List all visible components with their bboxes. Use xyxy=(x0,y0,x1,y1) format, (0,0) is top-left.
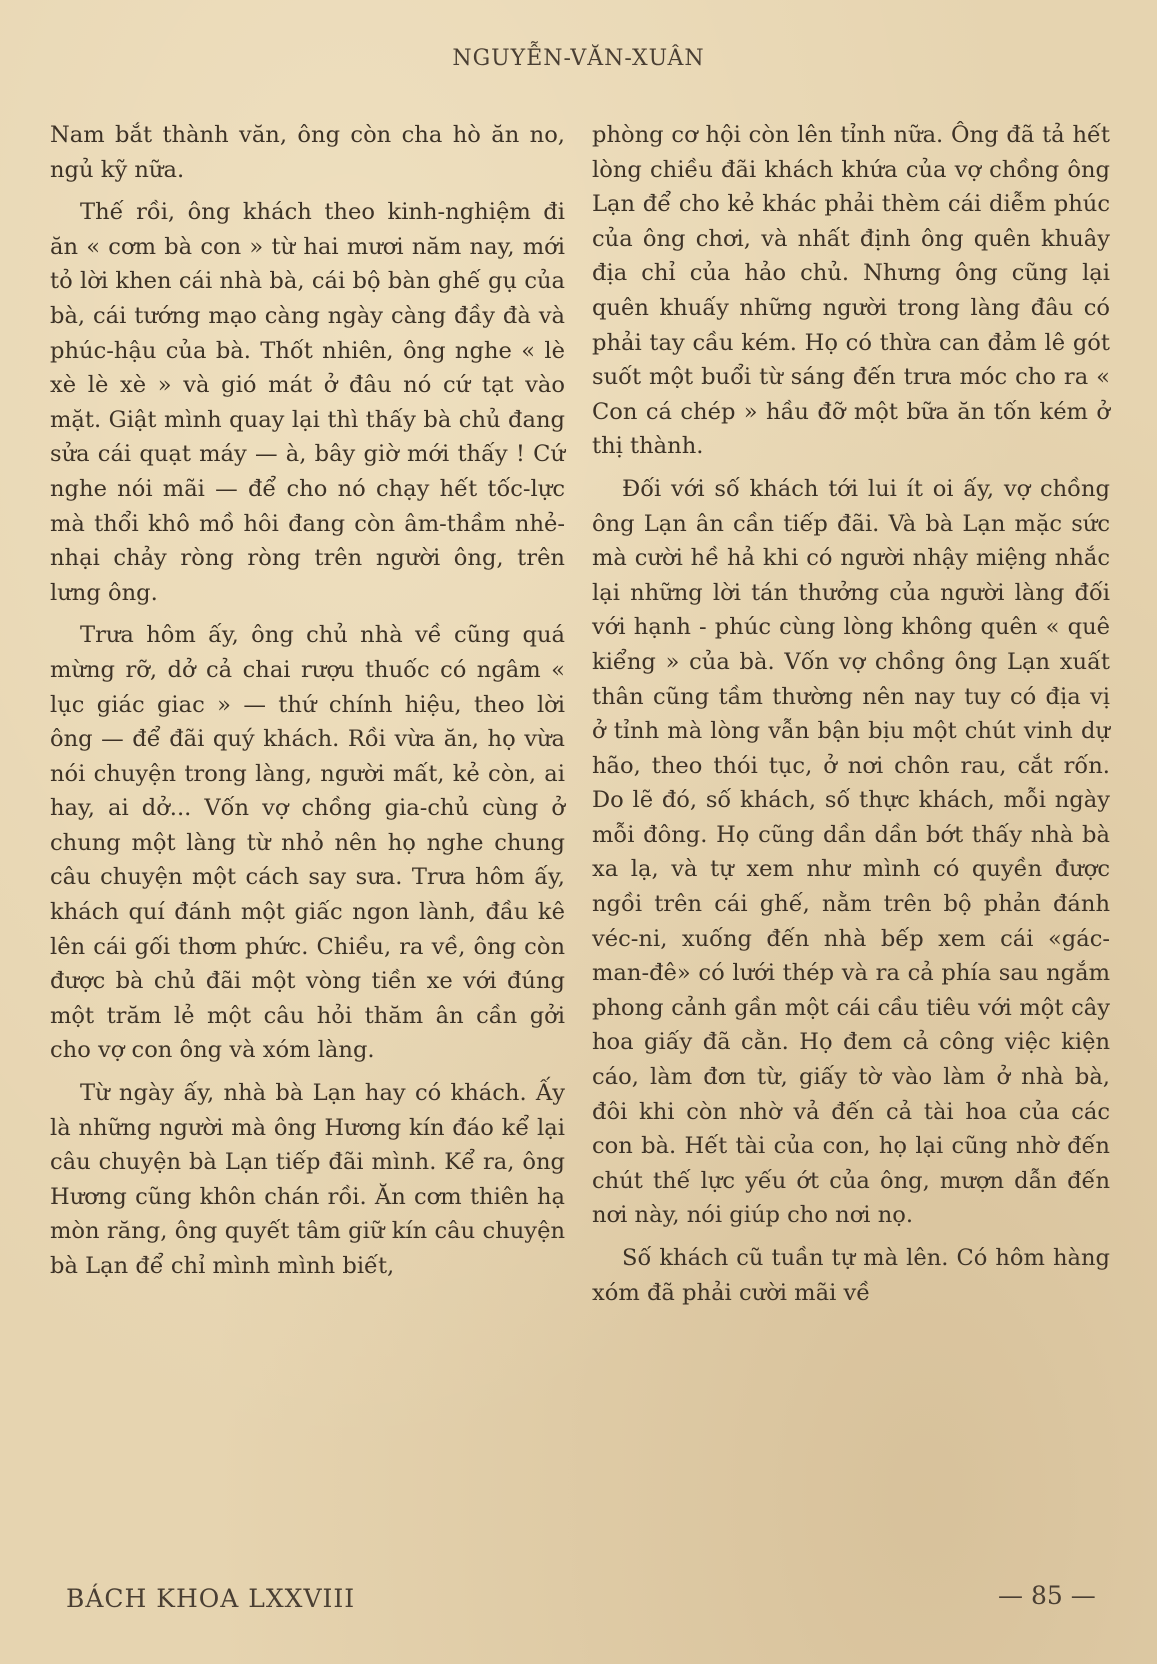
right-column xyxy=(592,118,1110,1310)
paragraph: Trưa hôm ấy, ông chủ nhà về cũng quá mừng rỡ, dở cả chai rượu thuốc có ngâm « lục giác giac » — thứ chính hiệu, theo lời ông — để đãi quý khách. Rồi vừa ăn, họ vừa nói chuyện trong làng, người mất, kẻ còn, ai hay, ai dở... Vốn vợ chồng gia-chủ cùng ở chung một làng từ nhỏ nên họ nghe chung câu chuyện một cách say sưa. Trưa hôm ấy, khách quí đánh một giấc ngon lành, đầu kê lên cái gối thơm phức. Chiều, ra về, ông còn được bà chủ đãi một vòng tiền xe với đúng một trăm lẻ một câu hỏi thăm ân cần gởi cho vợ con ông và xóm làng. xyxy=(50,622,565,1064)
publication-title: BÁCH KHOA LXXVIII xyxy=(66,1584,356,1613)
paragraph: Từ ngày ấy, nhà bà Lạn hay có khách. Ấy là những người mà ông Hương kín đáo kể lại câu chuyện bà Lạn tiếp đãi mình. Kể ra, ông Hương cũng khôn chán rồi. Ăn cơm thiên hạ mòn răng, ông quyết tâm giữ kín câu chuyện bà Lạn để chỉ mình mình biết, xyxy=(50,1080,565,1279)
paragraph: Đối với số khách tới lui ít oi ấy, vợ chồng ông Lạn ân cần tiếp đãi. Và bà Lạn mặc sức mà cười hề hả khi có người nhậy miệng nhắc lại những lời tán thưởng của người làng đối với hạnh - phúc cùng lòng không quên « quê kiểng » của bà. Vốn vợ chồng ông Lạn xuất thân cũng tầm thường nên nay tuy có địa vị ở tỉnh mà lòng vẫn bận bịu một chút vinh dự hão, theo thói tục, ở nơi chôn rau, cắt rốn. Do lẽ đó, số khách, số thực khách, mỗi ngày mỗi đông. Họ cũng dần dần bớt thấy nhà bà xa lạ, và tự xem như mình có quyền được ngồi trên cái ghế, nằm trên bộ phản đánh véc-ni, xuống đến nhà bếp xem cái «gác-man-đê» có lưới thép và ra cả phía sau ngắm phong cảnh gần một cái cầu tiêu với một cây hoa giấy đã cằn. Họ đem cả công việc kiện cáo, làm đơn từ, giấy tờ vào làm ở nhà bà, đôi khi còn nhờ vả đến cả tài hoa của các con bà. Hết tài của con, họ lại cũng nhờ đến chút thế lực yếu ớt của ông, mượn dẫn đến nơi này, nói giúp cho nơi nọ. xyxy=(592,475,1110,1229)
paragraph: phòng cơ hội còn lên tỉnh nữa. Ông đã tả hết lòng chiều đãi khách khứa của vợ chồng ông Lạn để cho kẻ khác phải thèm cái diễm phúc của ông chơi, và nhất định ông quên khuây địa chỉ của hảo chủ. Nhưng ông cũng lại quên khuấy những người trong làng đâu có phải tay cầu kém. Họ có thừa can đảm lê gót suốt một buổi từ sáng đến trưa móc cho ra « Con cá chép » hầu đỡ một bữa ăn tốn kém ở thị thành. xyxy=(592,122,1110,460)
paragraph: Số khách cũ tuần tự mà lên. Có hôm hàng xóm đã phải cười mãi về xyxy=(592,1245,1110,1306)
paragraph: Nam bắt thành văn, ông còn cha hò ăn no, ngủ kỹ nữa. xyxy=(50,122,565,183)
paragraph: Thế rồi, ông khách theo kinh-nghiệm đi ăn « cơm bà con » từ hai mươi năm nay, mới tỏ lời khen cái nhà bà, cái bộ bàn ghế gụ của bà, cái tướng mạo càng ngày càng đầy đà và phúc-hậu của bà. Thốt nhiên, ông nghe « lè xè lè xè » và gió mát ở đâu nó cứ tạt vào mặt. Giật mình quay lại thì thấy bà chủ đang sửa cái quạt máy — à, bây giờ mới thấy ! Cứ nghe nói mãi — để cho nó chạy hết tốc-lực mà thổi khô mồ hôi đang còn âm-thầm nhẻ-nhại chảy ròng ròng trên người ông, trên lưng ông. xyxy=(50,199,565,606)
running-head: NGUYỄN-VĂN-XUÂN xyxy=(452,46,705,71)
page-number: — 85 — xyxy=(998,1581,1096,1610)
left-column xyxy=(50,118,565,1284)
